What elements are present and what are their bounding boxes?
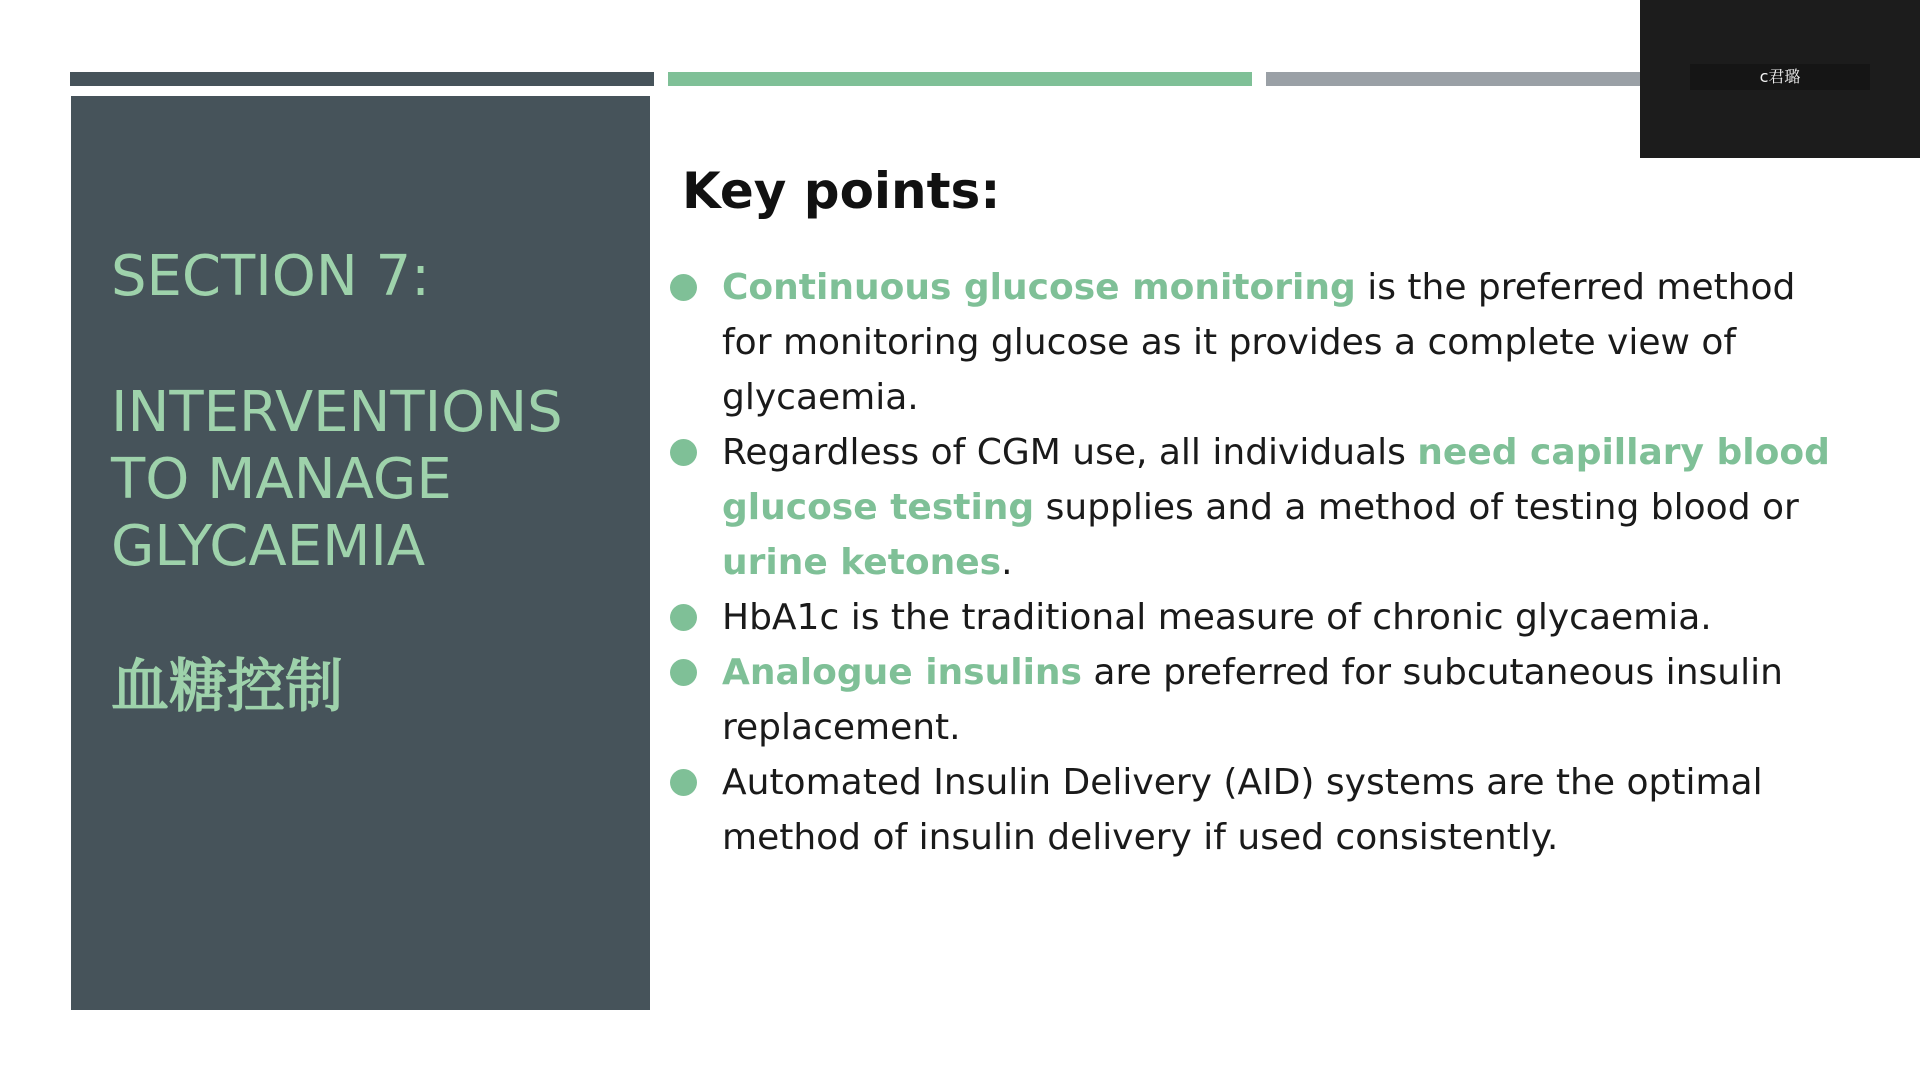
key-point-text: HbA1c is the traditional measure of chronic glycaemia. [722,597,1712,638]
section-title: INTERVENTIONS TO MANAGE GLYCAEMIA [111,380,563,579]
bullet-dot-icon [670,439,697,466]
key-points-list [670,260,1850,865]
key-point-highlight: urine ketones [722,542,1002,583]
participant-name: c君璐 [1759,67,1801,86]
key-point-item [670,590,1850,645]
video-participant-tile[interactable] [1640,0,1920,158]
key-point-item [670,260,1850,425]
key-point-text: are preferred for subcutaneous insulin replacement. [722,652,1783,748]
key-point-text: Regardless of CGM use, all individuals [722,432,1418,473]
section-title-chinese: 血糖控制 [111,652,344,720]
key-point-text: supplies and a method of testing blood or [1034,487,1799,528]
bullet-dot-icon [670,274,697,301]
key-point-text: is the preferred method for monitoring glucose as it provides a complete view of glycaemia. [722,267,1796,418]
bullet-dot-icon [670,769,697,796]
key-point-highlight: Analogue insulins [722,652,1082,693]
accent-bar-green [668,72,1252,86]
key-point-text: Automated Insulin Delivery (AID) systems are the optimal method of insulin delivery if used consistently. [722,762,1763,858]
key-point-highlight: need capillary blood glucose testing [722,432,1830,528]
key-point-item [670,755,1850,865]
key-point-highlight: Continuous glucose monitoring [722,267,1356,308]
accent-bar-dark [70,72,654,86]
key-point-item [670,645,1850,755]
section-label: SECTION 7: [111,244,431,309]
bullet-dot-icon [670,659,697,686]
key-points-heading: Key points: [682,162,1001,220]
key-point-item [670,425,1850,590]
section-panel [71,96,650,1010]
bullet-dot-icon [670,604,697,631]
key-point-text: . [1001,542,1013,583]
